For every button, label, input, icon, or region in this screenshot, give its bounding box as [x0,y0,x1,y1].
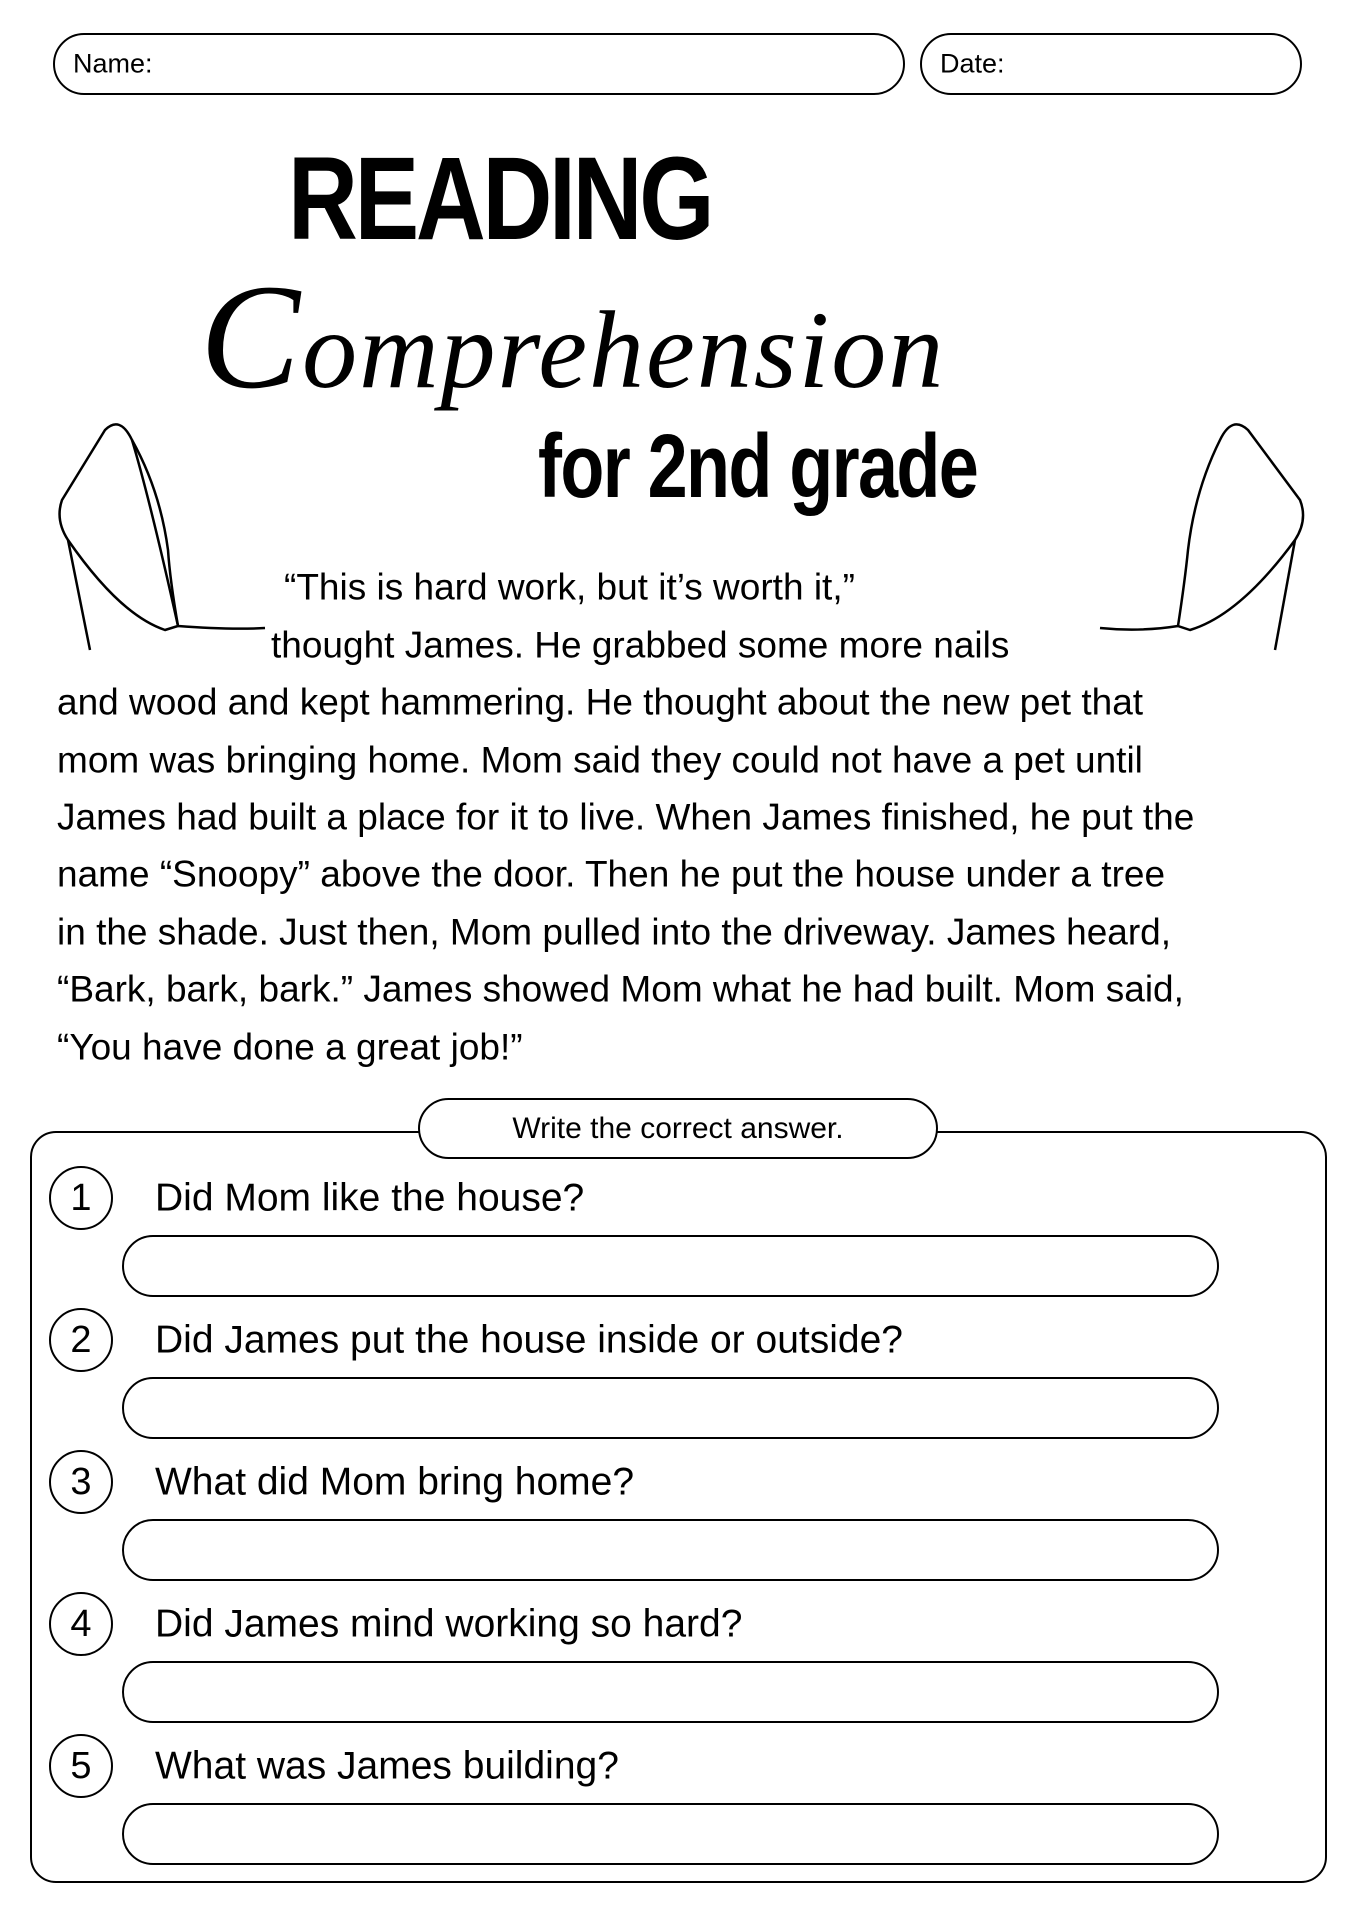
answer-field[interactable] [122,1377,1219,1439]
scroll-left-decoration [0,400,300,660]
passage-line: “This is hard work, but it’s worth it,” [284,566,855,608]
answer-field[interactable] [122,1235,1219,1297]
question-text: Did James put the house inside or outside? [155,1318,903,1362]
passage-line: “You have done a great job!” [57,1026,523,1068]
question-text: What was James building? [155,1744,619,1788]
instruction-label: Write the correct answer. [418,1098,938,1159]
question-number: 1 [49,1166,113,1230]
question-number: 2 [49,1308,113,1372]
question-number: 5 [49,1734,113,1798]
title-script: Comprehension [200,254,946,420]
passage-line: “Bark, bark, bark.” James showed Mom what he had built. Mom said, [57,968,1184,1010]
question-number: 4 [49,1592,113,1656]
answer-field[interactable] [122,1519,1219,1581]
date-label: Date: [940,48,1005,79]
title-subtitle: for 2nd grade [538,417,978,517]
passage-line: and wood and kept hammering. He thought about the new pet that [57,681,1144,723]
passage-line: thought James. He grabbed some more nails [271,624,1010,666]
date-field[interactable] [920,33,1302,95]
passage-line: name “Snoopy” above the door. Then he put the house under a tree [57,853,1166,895]
name-label: Name: [73,48,153,79]
question-number: 3 [49,1450,113,1514]
question-text: Did Mom like the house? [155,1176,585,1220]
answer-field[interactable] [122,1803,1219,1865]
title-bold: READING [288,133,712,265]
answer-field[interactable] [122,1661,1219,1723]
question-text: Did James mind working so hard? [155,1602,743,1646]
passage-line: in the shade. Just then, Mom pulled into the driveway. James heard, [57,911,1172,953]
scroll-right-decoration [1060,400,1358,660]
question-text: What did Mom bring home? [155,1460,635,1504]
name-field[interactable] [53,33,905,95]
passage-line: James had built a place for it to live. When James finished, he put the [57,796,1195,838]
passage-line: mom was bringing home. Mom said they could not have a pet until [57,739,1143,781]
